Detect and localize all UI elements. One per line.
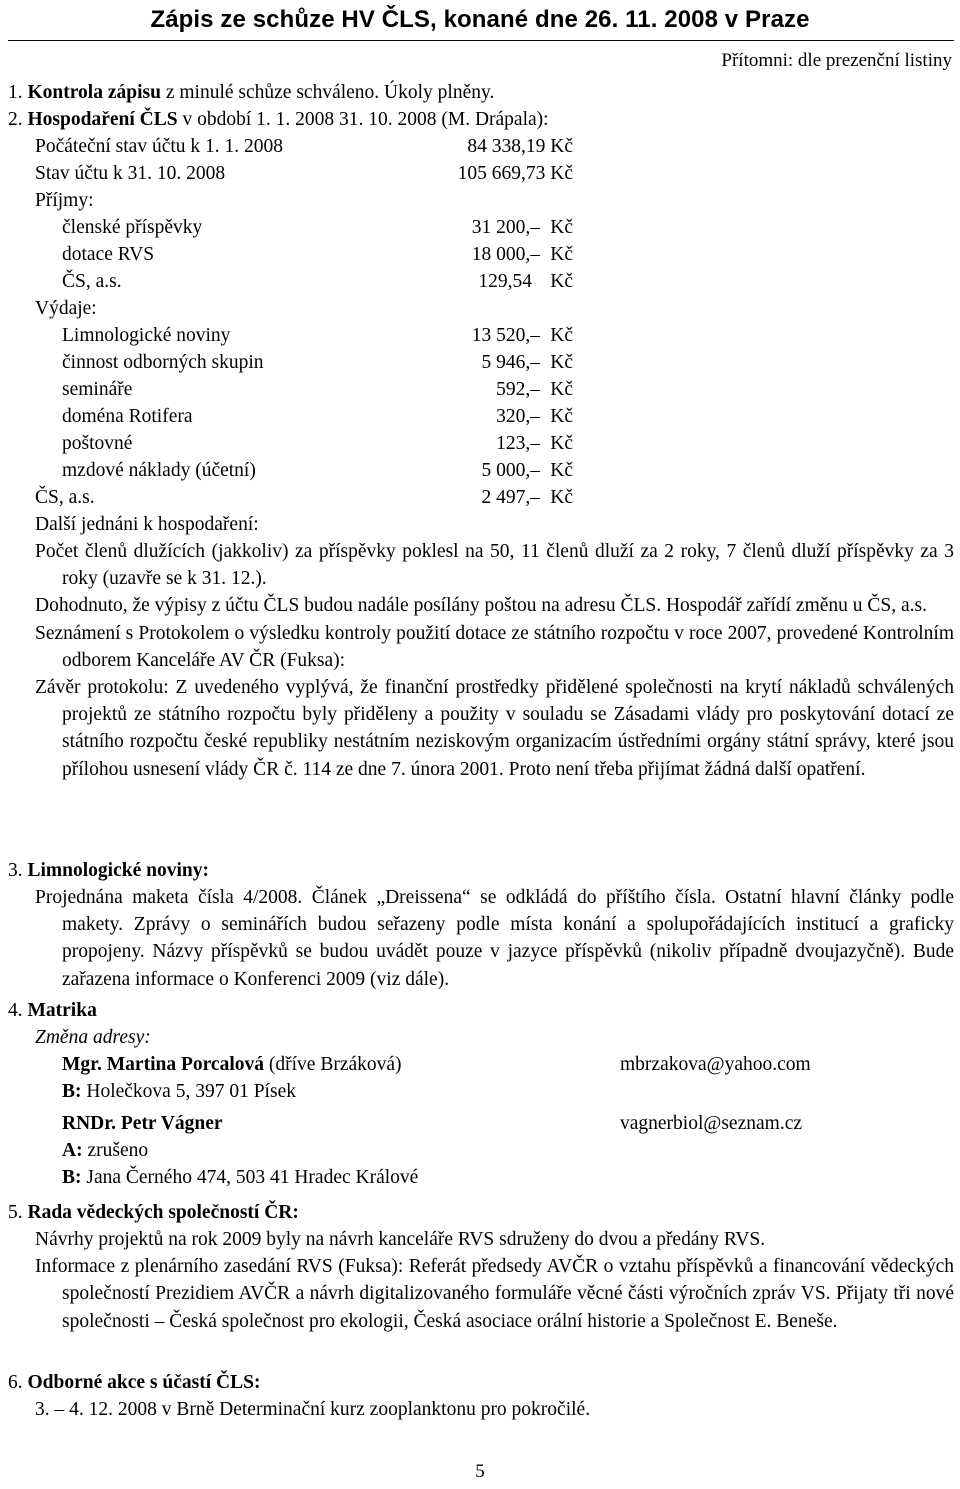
income-heading: Příjmy: (35, 190, 94, 211)
paragraph: Počet členů dlužících (jakkoliv) za příspěvky poklesl na 50, 11 členů dluží za 2 roky, 7 členů dluží příspěvky za 3 roky (uzavře se k 31. 12.). (35, 541, 954, 590)
expense-label: semináře (62, 379, 133, 400)
income-amount: 18 000,– Kč (471, 244, 573, 265)
expense-amount: 13 520,– Kč (471, 325, 573, 346)
section-6-body: 3. – 4. 12. 2008 v Brně Determinační kurz zooplanktonu pro pokročilé. (35, 1399, 591, 1420)
person-2-new-address: B: Jana Černého 474, 503 41 Hradec Králové (62, 1167, 419, 1188)
paragraph: Dohodnuto, že výpisy z účtu ČLS budou nadále posílány poštou na adresu ČLS. Hospodář zařídí změnu u ČS, a.s. (35, 595, 927, 617)
expense-amount: 5 946,– Kč (481, 352, 573, 373)
expense-label: mzdové náklady (účetní) (62, 460, 256, 481)
expenses-heading: Výdaje: (35, 298, 97, 319)
person-2-old-address: A: zrušeno (62, 1140, 149, 1161)
balance-end-label: Stav účtu k 31. 10. 2008 (35, 163, 226, 184)
expense-amount: 5 000,– Kč (481, 460, 573, 481)
expense-label: činnost odborných skupin (62, 352, 264, 373)
paragraph: Návrhy projektů na rok 2009 byly na návrh kanceláře RVS sdruženy do dvou a předány RVS. (35, 1229, 766, 1250)
further-heading: Další jednáni k hospodaření: (35, 514, 259, 535)
section-3: 3. Limnologické noviny: (8, 860, 209, 881)
expense-amount: 123,– Kč (496, 433, 573, 454)
section-3-heading: Limnologické noviny: (27, 860, 209, 881)
section-5-body (35, 1226, 954, 1335)
section-4: 4. Matrika (8, 1000, 97, 1021)
person-1-address: B: Holečkova 5, 397 01 Písek (62, 1081, 296, 1102)
section-4-heading: Matrika (27, 1000, 97, 1021)
income-amount: 129,54 Kč (478, 271, 573, 292)
income-amount: 31 200,– Kč (471, 217, 573, 238)
finance-paragraphs (35, 538, 954, 783)
paragraph: Informace z plenárního zasedání RVS (Fuksa): Referát předsedy AVČR o vztahu příspěvků a financování vědeckých společností Prezidiem AVČR a návrh digitalizovaného formuláře věcné části výročních zpráv VS. Přijaty tři nové společnosti – Česká společnost pro ekologii, Česká asociace orální historie a Společnost E. Beneše. (35, 1256, 954, 1332)
section-1-heading: Kontrola zápisu (27, 82, 161, 103)
person-2-email: vagnerbiol@seznam.cz (620, 1113, 803, 1134)
section-2: 2. Hospodaření ČLS v období 1. 1. 2008 31. 10. 2008 (M. Drápala): (8, 109, 549, 130)
balance-start-value: 84 338,19 Kč (467, 136, 573, 157)
person-1-email: mbrzakova@yahoo.com (620, 1054, 811, 1075)
section-6: 6. Odborné akce s účastí ČLS: (8, 1372, 261, 1393)
expense-label: Limnologické noviny (62, 325, 231, 346)
title-rule (8, 40, 954, 41)
income-label: členské příspěvky (62, 217, 203, 238)
paragraph: Závěr protokolu: Z uvedeného vyplývá, že finanční prostředky přidělené společnosti na krytí nákladů schválených projektů ze státního rozpočtu byly přiděleny a použity v souladu se Zásadami vlády pro poskytování dotací ze státního rozpočtu české republiky nestátním neziskovým organizacím ústředními orgány státní správy, které jsou přílohou usnesení vlády ČR č. 114 ze dne 7. února 2001. Proto není třeba přijímat žádná další opatření. (35, 677, 954, 780)
expense-amount: 320,– Kč (496, 406, 573, 427)
paragraph: Seznámení s Protokolem o výsledku kontroly použití dotace ze státního rozpočtu v roce 2007, provedené Kontrolním odborem Kanceláře AV ČR (Fuksa): (35, 622, 954, 671)
expense-label: ČS, a.s. (35, 487, 95, 508)
person-1-name: Mgr. Martina Porcalová (dříve Brzáková) (62, 1054, 402, 1075)
expense-label: doména Rotifera (62, 406, 193, 427)
section-6-heading: Odborné akce s účastí ČLS: (27, 1372, 261, 1393)
expense-label: poštovné (62, 433, 133, 454)
balance-start-label: Počáteční stav účtu k 1. 1. 2008 (35, 136, 284, 157)
section-5: 5. Rada vědeckých společností ČR: (8, 1202, 299, 1223)
section-5-heading: Rada vědeckých společností ČR: (27, 1202, 299, 1223)
document-title: Zápis ze schůze HV ČLS, konané dne 26. 11. 2008 v Praze (150, 6, 810, 33)
section-2-heading: Hospodaření ČLS (27, 109, 178, 130)
expense-amount: 592,– Kč (496, 379, 573, 400)
balance-end-value: 105 669,73 Kč (457, 163, 573, 184)
section-1: 1. Kontrola zápisu z minulé schůze schváleno. Úkoly plněny. (8, 82, 495, 103)
section-3-body (35, 884, 954, 993)
page-number: 5 (475, 1461, 485, 1482)
address-change-label: Změna adresy: (35, 1027, 151, 1048)
attendance-note: Přítomni: dle prezenční listiny (721, 50, 952, 71)
income-label: dotace RVS (62, 244, 155, 265)
paragraph: Projednána maketa čísla 4/2008. Článek „Dreissena“ se odkládá do příštího čísla. Ostatní hlavní články podle makety. Zprávy o seminářích budou seřazeny podle místa konání a spolupořádajících institucí a graficky propojeny. Názvy příspěvků se budou uvádět pouze v jazyce příspěvků (nikoliv případně dvoujazyčně). Bude zařazena informace o Konferenci 2009 (viz dále). (35, 887, 954, 990)
person-2-name: RNDr. Petr Vágner (62, 1113, 223, 1134)
expense-amount: 2 497,– Kč (481, 487, 573, 508)
income-label: ČS, a.s. (62, 271, 122, 292)
